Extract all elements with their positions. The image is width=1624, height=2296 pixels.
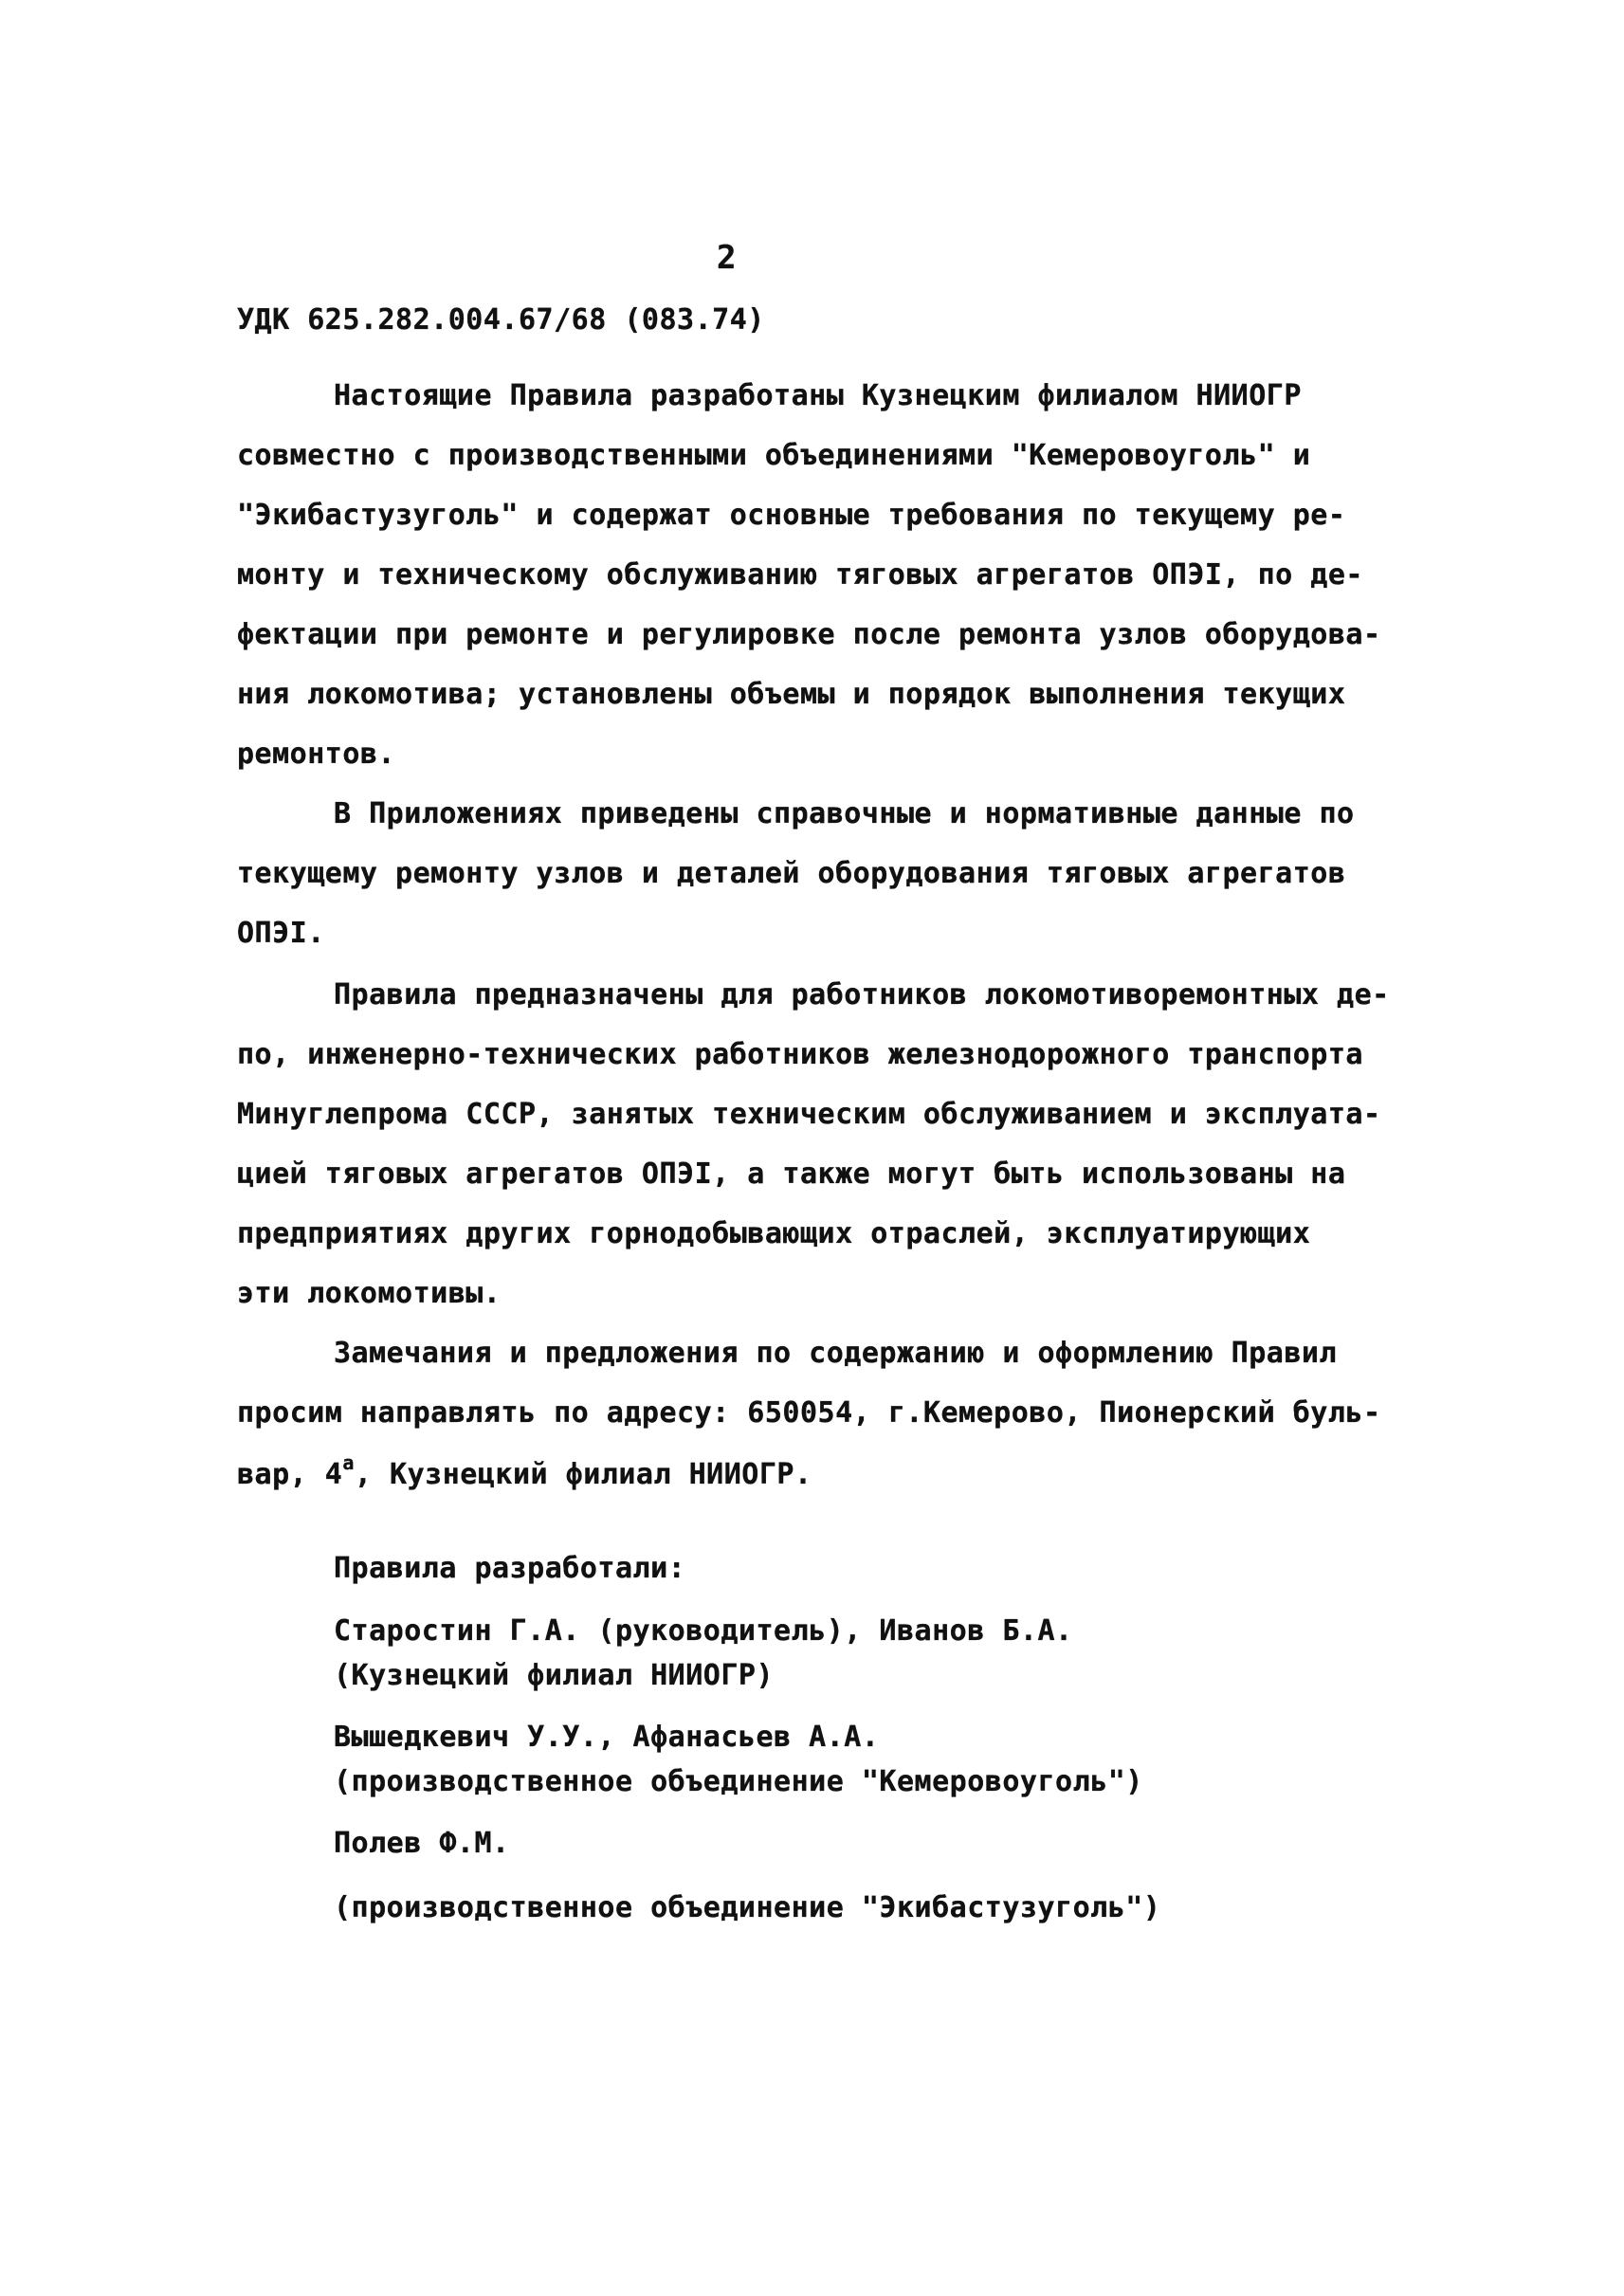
paragraph-1-line-7: ремонтов. [237, 738, 396, 771]
paragraph-3-line-2: по, инженерно-технических работников железнодорожного транспорта [237, 1038, 1363, 1071]
paragraph-2-line-1: В Приложениях приведены справочные и нормативные данные по [334, 797, 1355, 830]
paragraph-3-line-3: Минуглепрома СССР, занятых техническим обслуживанием и эксплуата- [237, 1098, 1381, 1131]
author-organization: (Кузнецкий филиал НИИОГР) [334, 1659, 775, 1692]
paragraph-1-line-1: Настоящие Правила разработаны Кузнецким филиалом НИИОГР [334, 379, 1302, 412]
paragraph-1-line-3: "Экибастузуголь" и содержат основные требования по текущему ре- [237, 499, 1346, 532]
authors-heading: Правила разработали: [334, 1552, 686, 1585]
paragraph-3-line-1: Правила предназначены для работников локомотиворемонтных де- [334, 978, 1390, 1011]
address-prefix: вар, 4 [237, 1458, 343, 1491]
paragraph-3-line-6: эти локомотивы. [237, 1277, 502, 1310]
paragraph-3-line-4: цией тяговых агрегатов ОПЭI, а также могут быть использованы на [237, 1157, 1346, 1191]
author-organization: (производственное объединение "Кемеровоуголь") [334, 1765, 1143, 1798]
paragraph-3-line-5: предприятиях других горнодобывающих отраслей, эксплуатирующих [237, 1217, 1311, 1250]
author-organization: (производственное объединение "Экибастузуголь") [334, 1891, 1161, 1924]
author-names: Старостин Г.А. (руководитель), Иванов Б.А. [334, 1614, 1073, 1648]
address-suffix: , Кузнецкий филиал НИИОГР. [354, 1458, 812, 1491]
paragraph-4-line-3 [237, 1451, 812, 1494]
paragraph-1-line-5: фектации при ремонте и регулировке после ремонта узлов оборудова- [237, 618, 1381, 651]
paragraph-1-line-6: ния локомотива; установлены объемы и порядок выполнения текущих [237, 678, 1346, 711]
author-names: Полев Ф.М. [334, 1827, 510, 1860]
paragraph-4-line-2: просим направлять по адресу: 650054, г.Кемерово, Пионерский буль- [237, 1396, 1381, 1430]
paragraph-2-line-3: ОПЭI. [237, 917, 325, 950]
paragraph-4-line-1: Замечания и предложения по содержанию и оформлению Правил [334, 1337, 1338, 1370]
page-number: 2 [717, 239, 737, 277]
paragraph-2-line-2: текущему ремонту узлов и деталей оборудования тяговых агрегатов [237, 857, 1346, 890]
paragraph-1-line-2: совместно с производственными объединениями "Кемеровоуголь" и [237, 439, 1311, 472]
address-superscript: а [342, 1451, 355, 1474]
udk-code: УДК 625.282.004.67/68 (083.74) [237, 303, 765, 337]
author-names: Вышедкевич У.У., Афанасьев А.А. [334, 1721, 880, 1754]
paragraph-1-line-4: монту и техническому обслуживанию тяговых агрегатов ОПЭI, по де- [237, 558, 1363, 592]
